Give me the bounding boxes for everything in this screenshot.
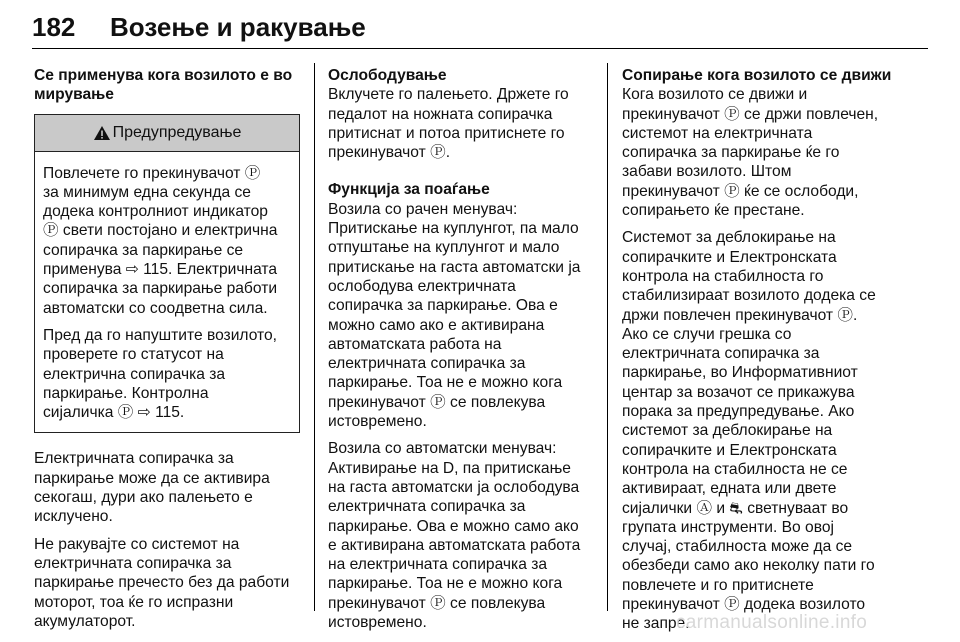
paragraph-manual-transmission: Возила со рачен менувач: Притискање на куплунгот, па мало отпуштање на куплунгот и мало притискање на гаста автоматски ја ослободува електричната сопирачка за паркирање. Ова е можно само ако е активирана автоматската работа на електричната сопирачка за паркирање. Тоа не е можно кога прекинувачот Ⓟ се повлекува истовремено.: [328, 200, 581, 431]
warning-title: Предупредување: [112, 123, 242, 141]
page-header: [32, 10, 928, 50]
column-divider-1: [314, 63, 315, 611]
section-heading-stationary: Се применува кога возилото е во мирување: [34, 67, 293, 104]
warning-header: [35, 115, 299, 152]
watermark: carmanualsonline.info: [676, 612, 868, 633]
warning-body: [35, 152, 299, 433]
column-3: [622, 66, 892, 642]
section-heading-release: Ослободување: [328, 67, 447, 84]
paragraph-battery-note: Не ракувајте со системот на електричната сопирачка за паркирање пречесто без да работи моторот, тоа ќе го испразни акумулаторот.: [34, 535, 290, 630]
column-2: [328, 66, 594, 640]
section-heading-braking-moving: Сопирање кога возилото се движи: [622, 67, 892, 84]
warning-box: [34, 114, 300, 434]
paragraph-braking-moving: Кога возилото се движи и прекинувачот Ⓟ се држи повлечен, системот на електричната сопирачка за паркирање ќе го забави возилото. Штом прекинувачот Ⓟ ќе се ослободи, сопирањето ќе престане.: [622, 86, 879, 220]
column-1: [34, 66, 300, 639]
column-divider-2: [607, 63, 608, 611]
warning-triangle-icon: [93, 125, 111, 141]
page-number: 182: [32, 12, 76, 42]
warning-paragraph-1: Повлечете го прекинувачот Ⓟ за минимум една секунда се додека контролниот индикатор Ⓟ свети постојано и електрична сопирачка за паркирање се применува ⇨ 115. Електричната сопирачка за паркирање работи автоматски со соодветна сила.: [43, 164, 278, 317]
section-heading-drive-away: Функција за поаѓање: [328, 181, 490, 199]
header-divider: [32, 48, 928, 49]
page-title: Возење и ракување: [110, 12, 366, 42]
paragraph-stability-systems: Системот за деблокирање на сопирачките и Електронската контрола на стабилноста го стабилизираат возилото додека се држи повлечен прекинувачот Ⓟ. Ако се случи грешка со електричната сопирачка за паркирање, во Информативниот центар за возачот се прикажува порака за предупредување. Ако системот за деблокирање на сопирачките и Електронската контрола на стабилноста не се активираат, едната или двете сијалички Ⓐ и ⛐ светнуваат во групата инструменти. Во овој случај, стабилноста може да се обезбеди само ако неколку пати го повлечете и го притиснете прекинувачот Ⓟ додека возилото не запре.: [622, 229, 876, 633]
paragraph-release: Вклучете го палењето. Држете го педалот на ножната сопирачка притиснат и потоа притиснете го прекинувачот Ⓟ.: [328, 86, 569, 162]
warning-paragraph-2: Пред да го напуштите возилото, проверете го статусот на електрична сопирачка за паркирање. Контролна сијаличка Ⓟ ⇨ 115.: [43, 326, 277, 422]
paragraph-automatic-transmission: Возила со автоматски менувач: Активирање на D, па притискање на гаста автоматски ја ослободува електричната сопирачка за паркирање. Ова е можно само ако е активирана автоматската работа на електричната сопирачка за паркирање. Тоа не е можно кога прекинувачот Ⓟ се повлекува истовремено.: [328, 440, 581, 632]
paragraph-activation: Електричната сопирачка за паркирање може да се активира секогаш, дури ако палењето е исклучено.: [34, 450, 270, 526]
